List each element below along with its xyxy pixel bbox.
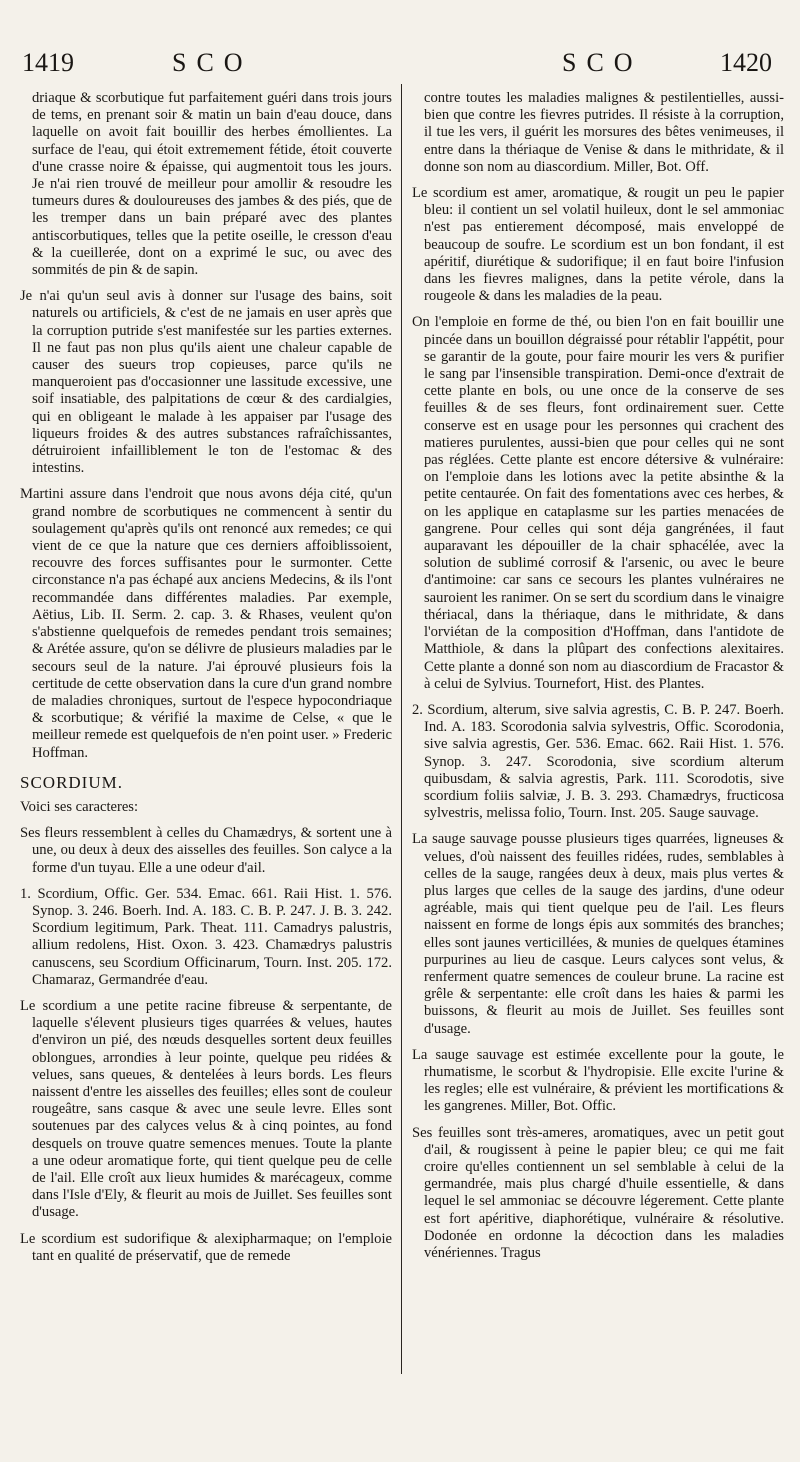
paragraph: driaque & scorbutique fut parfaitement guéri dans trois jours de tems, en prenant soir & matin un bain d'eau douce, dans laquelle on avoit fait bouillir des herbes émollientes. La surface de l'eau, qui étoit extremement fétide, étoit couverte d'une crasse noire & épaisse, qui augmentoit tous les jours. Je n'ai rien trouvé de meilleur pour amollir & resoudre les tumeurs dures & douloureuses des jambes & des piés, que de les tremper dans un bain préparé avec des plantes antiscorbutiques, telles que la petite oseille, le cresson d'eau & la cueillerée, dont on a exprimé le suc, ou avec des sommités de pin & de sapin. (32, 90, 392, 279)
paragraph: Le scordium est sudorifique & alexipharmaque; on l'emploie tant en qualité de préservatif, que de remede (20, 1230, 392, 1264)
section-title: SCORDIUM. (20, 772, 123, 792)
paragraph: Voici ses caracteres: (20, 798, 139, 815)
left-column (20, 90, 392, 1274)
paragraph: Le scordium est amer, aromatique, & rougit un peu le papier bleu: il contient un sel volatil huileux, dont le sel ammoniac n'est pas entierement décomposé, mais enveloppé de beaucoup de soufre. Le scordium est un bon fondant, il est apéritif, diurétique & sudorifique; il en faut boire l'infusion dans les fievres malignes, dans la petite vérole, dans la rougeole & dans les maladies de la peau. (412, 185, 784, 305)
running-header (0, 48, 800, 88)
paragraph: Ses fleurs ressemblent à celles du Chamædrys, & sortent une à une, ou deux à deux des aisselles des feuilles. Son calyce a la forme d'un tuyau. Elle a une odeur d'ail. (20, 825, 392, 876)
paragraph: 2. Scordium, alterum, sive salvia agrestis, C. B. P. 247. Boerh. Ind. A. 183. Scorodonia salvia sylvestris, Offic. Scorodonia, sive salvia agrestis, Ger. 536. Emac. 662. Raii Hist. 1. 576. Synop. 3. 247. Scorodonia, sive scordium alterum quibusdam, & salvia agrestis, Park. 111. Scorodotis, sive scordium foliis salviæ, J. B. 3. 293. Chamædrys, fructicosa sylvestris, melissa folio, Tourn. Inst. 205. Sauge sauvage. (412, 701, 784, 822)
column-divider (401, 84, 402, 1374)
heading-right: SCO (562, 48, 643, 77)
paragraph: contre toutes les maladies malignes & pestilentielles, aussi-bien que contre les fievres putrides. Il résiste à la corruption, il tue les vers, il guérit les morsures des bêtes venimeuses, il entre dans la thériaque de Venise & dans le mithridate, & il donne son nom au diascordium. Miller, Bot. Off. (424, 90, 784, 175)
heading-left: SCO (172, 48, 253, 77)
right-column (412, 90, 784, 1271)
paragraph: Le scordium a une petite racine fibreuse & serpentante, de laquelle s'élevent plusieurs tiges quarrées & velues, hautes d'environ un pié, des nœuds desquelles sortent deux feuilles oblongues, arrondies à leur pointe, quelque peu ridées & velues, sans queues, & dentelées à leurs bords. Les fleurs naissent d'entre les aisselles des feuilles; elles sont de couleur rougeâtre, sans casque & avec une seule levre. Elles sont soutenues par des calyces velus & à cinq pointes, au fond desquels on trouve quatre semences menues. Toute la plante a une odeur aromatique forte, qui tient quelque peu de celle de l'ail. Elle croît aux lieux humides & marécageux, comme dans l'Isle d'Ely, & fleurit au mois de Juillet. Ses feuilles sont d'usage. (20, 997, 392, 1221)
paragraph: Martini assure dans l'endroit que nous avons déja cité, qu'un grand nombre de scorbutiques ne commencent à sentir du soulagement qu'après qu'ils ont renoncé aux remedes; ce qui vient de ce que la nature que ces derniers affoiblissoient, recouvre des forces suffisantes pour le surmonter. Cette circonstance n'a pas échapé aux anciens Medecins, & ils l'ont recommandée dans différentes maladies. Par exemple, Aëtius, Lib. II. Serm. 2. cap. 3. & Rhases, veulent qu'on s'abstienne quelquefois de remedes pendant trois semaines; & Arétée assure, qu'on se délivre de plusieurs maladies par le secours seul de la nature. J'ai éprouvé plusieurs fois la certitude de cette observation dans la cure d'un grand nombre de maladies chroniques, surtout de l'espece hypocondriaque & scorbutique; & vérifié la maxime de Celse, « que le meilleur remede est quelquefois de n'en point user. » Frederic Hoffman. (20, 486, 392, 761)
paragraph: On l'emploie en forme de thé, ou bien l'on en fait bouillir une pincée dans un bouillon dégraissé pour rétablir l'appétit, pour se garantir de la goute, pour faire mourir les vers & purifier le sang par l'insensible transpiration. Demi-once d'extrait de cette plante en bols, ou une once de la conserve de ses feuilles & de ses fleurs, font ordinairement suer. Cette conserve est en usage pour les personnes qui crachent des matieres purulentes, aussi-bien que pour celles qui ne sont pas réglées. Cette plante est encore détersive & vulnéraire: on l'emploie dans les lotions avec la petite absinthe & la petite centaurée. On fait des fomentations avec ces herbes, & on les applique en cataplasme sur les parties menacées de gangrene. Pour celles qui sont déja gangrénées, il faut auparavant les dépouiller de la chair sphacélée, avec la solution de sublimé corrosif & l'arsenic, ou avec le beure d'antimoine: car sans ce secours les plantes vulnéraires ne sauroient les ranimer. On se sert du scordium dans le vinaigre thériacal, dans la thériaque, dans le mithridate, & dans l'orviétan de la composition d'Hoffman, dans l'antidote de Matthiole, & dans la plûpart des confections alexitaires. Cette plante a donné son nom au diascordium de Fracastor & à celui de Sylvius. Tournefort, Hist. des Plantes. (412, 314, 784, 692)
paragraph: Ses feuilles sont très-ameres, aromatiques, avec un petit gout d'ail, & rougissent à peine le papier bleu; ce qui me fait croire qu'elles contiennent un sel semblable à celui de la germandrée, mais plus chargé d'huile essentielle, & dans lequel le sel ammoniac se découvre légerement. Cette plante est fort apéritive, diaphorétique, vulnéraire & résolutive. Dodonée en ordonne la décoction dans les maladies vénériennes. Tragus (412, 1124, 784, 1261)
page-number-right: 1420 (720, 48, 772, 77)
paragraph: La sauge sauvage est estimée excellente pour la goute, le rhumatisme, le scorbut & l'hydropisie. Elle excite l'urine & les regles; elle est vulnéraire, & prévient les mortifications & les gangrenes. Miller, Bot. Offic. (412, 1046, 784, 1115)
paragraph: 1. Scordium, Offic. Ger. 534. Emac. 661. Raii Hist. 1. 576. Synop. 3. 246. Boerh. Ind. A. 183. C. B. P. 247. J. B. 3. 242. Scordium legitimum, Park. Theat. 111. Camadrys palustris, allium redolens, Hist. Oxon. 3. 423. Chamædrys palustris canuscens, seu Scordium Officinarum, Tourn. Inst. 205. 172. Chamaraz, Germandrée d'eau. (20, 885, 392, 988)
paragraph: Je n'ai qu'un seul avis à donner sur l'usage des bains, soit naturels ou artificiels, & c'est de ne jamais en user après que la corruption putride s'est manifestée sur les parties externes. Il ne faut pas non plus qu'ils aient une chaleur capable de causer des sueurs trop copieuses, parce qu'ils ne manqueroient pas d'occasionner une lassitude excessive, une soif insatiable, des palpitations de cœur & des cardialgies, qui en obligeant le malade à les appaiser par l'usage des liqueurs froides & des autres substances rafraîchissantes, détruiroient infailliblement le ton de l'estomac & des intestins. (20, 288, 392, 477)
paragraph: La sauge sauvage pousse plusieurs tiges quarrées, ligneuses & velues, d'où naissent des feuilles ridées, rudes, semblables à celles de la sauge, rangées deux à deux, mais plus vertes & plus larges que celles de la sauge des jardins, d'une odeur agréable, mais qui tient quelque peu de l'ail. Les fleurs naissent en forme de longs épis aux sommités des branches; elles sont jaunes verticillées, & munies de quelques étamines purpurines au lieu de casque. Leurs calyces sont velus, & renferment quatre semences de couleur brune. La racine est grêle & serpentante: elle croît dans les haies & parmi les buissons, & fleurit au mois de Juillet. Ses feuilles sont d'usage. (412, 831, 784, 1037)
page-number-left: 1419 (22, 48, 74, 77)
